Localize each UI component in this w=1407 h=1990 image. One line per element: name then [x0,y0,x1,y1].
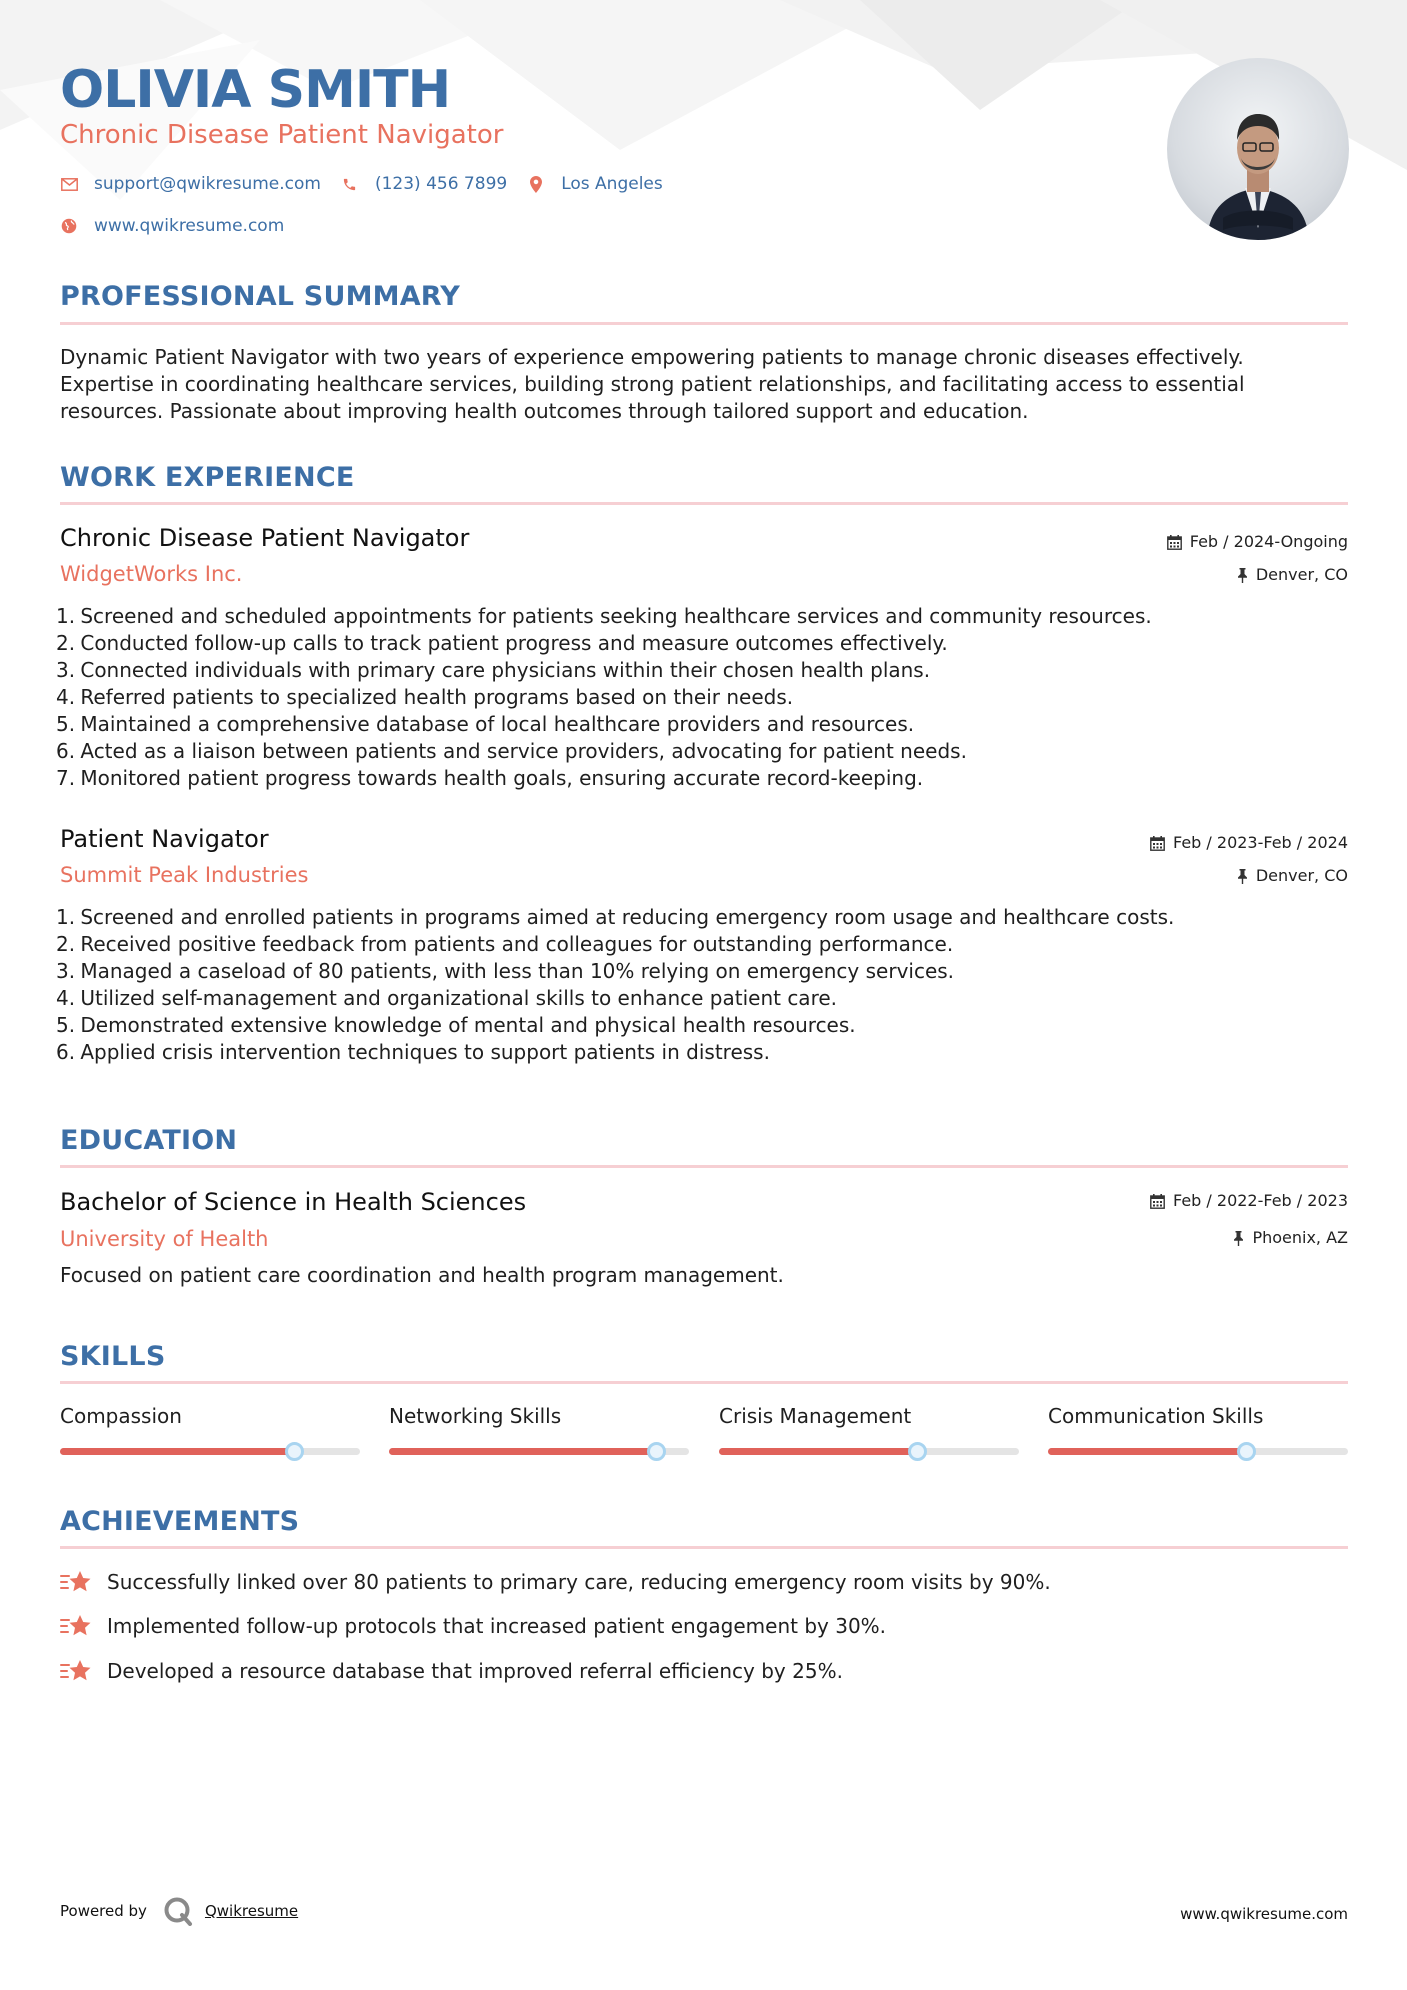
footer-website-link[interactable]: www.qwikresume.com [1180,1905,1348,1923]
section-divider [60,322,1348,325]
summary-line: resources. Passionate about improving health outcomes through tailored support and education. [60,399,1029,423]
company-name: Summit Peak Industries [60,863,309,887]
skill-item [1048,1402,1348,1430]
star-icon [60,1568,92,1596]
job-dates-text: Feb / 2023-Feb / 2024 [1173,833,1348,852]
job-title: Chronic Disease Patient Navigator [60,524,470,552]
job-location-text: Denver, CO [1255,866,1348,885]
section-divider [60,1381,1348,1384]
pushpin-icon [1237,568,1248,583]
contact-website[interactable] [60,215,284,237]
list-item: 3. Connected individuals with primary care physicians within their chosen health plans. [56,658,931,682]
qwikresume-logo-icon [163,1896,193,1926]
pushpin-icon [1237,869,1248,884]
achievement-item [60,1568,1051,1596]
job-bullets [56,603,1348,792]
list-item: 1. Screened and enrolled patients in programs aimed at reducing emergency room usage and healthcare costs. [56,905,1175,929]
job-location [1237,865,1348,887]
section-title-education: EDUCATION [60,1125,238,1156]
school-name: University of Health [60,1227,269,1251]
location-text: Los Angeles [561,174,663,194]
email-text: support@qwikresume.com [94,174,321,194]
degree-title: Bachelor of Science in Health Sciences [60,1188,527,1216]
star-icon [60,1612,92,1640]
education-location [1233,1227,1348,1249]
list-item: 5. Maintained a comprehensive database of local healthcare providers and resources. [56,712,915,736]
skill-bar-knob [1237,1442,1256,1461]
education-dates-text: Feb / 2022-Feb / 2023 [1173,1191,1348,1210]
education-dates [1150,1190,1348,1212]
list-item: 4. Utilized self-management and organizational skills to enhance patient care. [56,986,838,1010]
skill-bar [719,1448,1019,1455]
skill-item [389,1402,689,1430]
skill-bar-knob [285,1442,304,1461]
profile-photo [1167,58,1349,240]
skill-bar [60,1448,360,1455]
achievement-text: Developed a resource database that improved referral efficiency by 25%. [107,1658,843,1683]
job-dates-text: Feb / 2024-Ongoing [1189,532,1348,551]
phone-text: (123) 456 7899 [374,174,508,194]
job-location-text: Denver, CO [1255,565,1348,584]
skill-label: Crisis Management [719,1404,912,1428]
skill-label: Networking Skills [389,1404,562,1428]
contact-phone[interactable] [341,173,507,195]
list-item: 5. Demonstrated extensive knowledge of mental and physical health resources. [56,1013,856,1037]
skill-bar-fill [60,1448,294,1455]
footer-branding [60,1896,298,1926]
skill-item [719,1402,1019,1430]
list-item: 6. Acted as a liaison between patients and service providers, advocating for patient needs. [56,739,967,763]
globe-icon [60,217,78,235]
contact-email[interactable] [60,173,321,195]
map-pin-icon [527,175,545,193]
achievement-item [60,1657,843,1685]
company-name: WidgetWorks Inc. [60,562,243,586]
education-location-text: Phoenix, AZ [1252,1228,1348,1247]
job-title: Patient Navigator [60,825,269,853]
list-item: 4. Referred patients to specialized health programs based on their needs. [56,685,794,709]
contact-row-primary [60,173,683,195]
skill-bar [1048,1448,1348,1455]
achievement-text: Successfully linked over 80 patients to primary care, reducing emergency room visits by 90%. [107,1569,1051,1594]
section-divider [60,502,1348,505]
contact-location [527,173,663,195]
list-item: 7. Monitored patient progress towards health goals, ensuring accurate record-keeping. [56,766,924,790]
skill-bar-knob [908,1442,927,1461]
contact-row-secondary [60,215,304,237]
job-dates [1150,832,1348,854]
skill-bar-fill [719,1448,917,1455]
candidate-name: OLIVIA SMITH [60,60,451,120]
summary-line: Dynamic Patient Navigator with two years of experience empowering patients to manage chronic diseases effectively. [60,345,1244,369]
summary-line: Expertise in coordinating healthcare services, building strong patient relationships, and facilitating access to essential [60,372,1245,396]
list-item: 2. Received positive feedback from patients and colleagues for outstanding performance. [56,932,954,956]
job-dates [1167,531,1348,553]
phone-icon [341,175,359,193]
calendar-icon [1150,1194,1165,1209]
list-item: 1. Screened and scheduled appointments for patients seeking healthcare services and community resources. [56,604,1152,628]
section-title-experience: WORK EXPERIENCE [60,462,355,493]
section-title-summary: PROFESSIONAL SUMMARY [60,281,461,312]
list-item: 2. Conducted follow-up calls to track patient progress and measure outcomes effectively. [56,631,948,655]
skill-bar [389,1448,689,1455]
summary-text [60,344,1348,425]
star-icon [60,1657,92,1685]
candidate-role: Chronic Disease Patient Navigator [60,120,504,150]
section-title-skills: SKILLS [60,1341,166,1372]
powered-by-label: Powered by [60,1902,147,1920]
skill-label: Compassion [60,1404,182,1428]
list-item: 6. Applied crisis intervention techniques to support patients in distress. [56,1040,770,1064]
achievement-item [60,1612,886,1640]
education-description: Focused on patient care coordination and health program management. [60,1263,784,1287]
brand-link[interactable]: Qwikresume [204,1902,299,1920]
section-title-achievements: ACHIEVEMENTS [60,1506,300,1537]
pushpin-icon [1233,1231,1244,1246]
skill-bar-knob [647,1442,666,1461]
website-text: www.qwikresume.com [94,216,285,236]
section-divider [60,1165,1348,1168]
skill-label: Communication Skills [1048,1404,1264,1428]
skill-item [60,1402,360,1430]
envelope-icon [60,175,78,193]
list-item: 3. Managed a caseload of 80 patients, with less than 10% relying on emergency services. [56,959,955,983]
calendar-icon [1167,535,1182,550]
job-bullets [56,904,1348,1066]
section-divider [60,1546,1348,1549]
skill-bar-fill [389,1448,656,1455]
skill-bar-fill [1048,1448,1246,1455]
job-location [1237,564,1348,586]
achievement-text: Implemented follow-up protocols that increased patient engagement by 30%. [107,1613,887,1638]
calendar-icon [1150,836,1165,851]
